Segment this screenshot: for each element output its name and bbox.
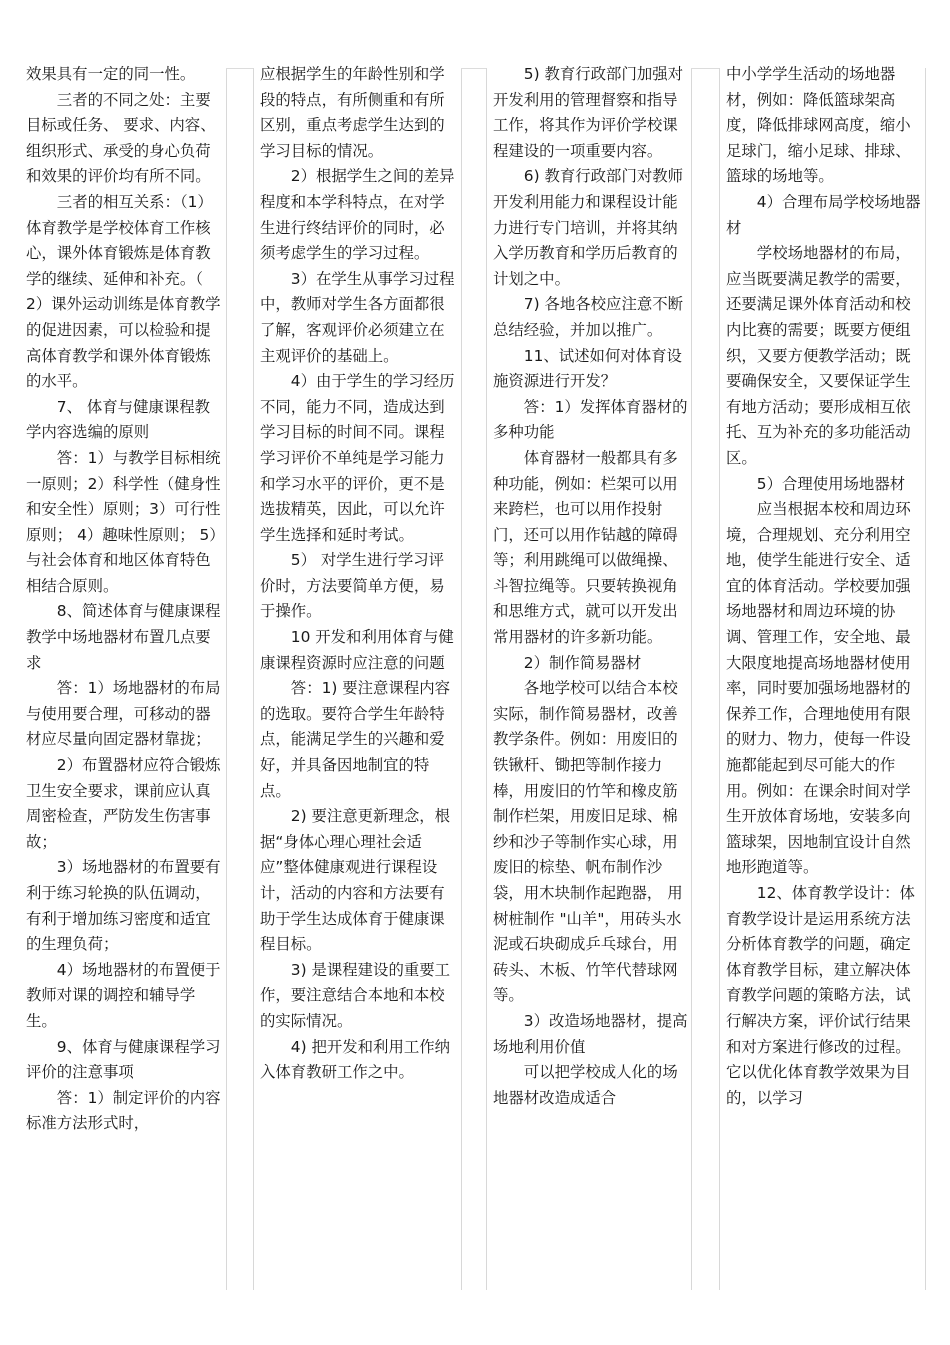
paragraph: 9、体育与健康课程学习评价的注意事项 xyxy=(26,1037,221,1082)
paragraph: 2）根据学生之间的差异程度和本学科特点，在对学生进行终结评价的同时，必须考虑学生的学习过程。 xyxy=(260,167,455,263)
paragraph: 体育器材一般都具有多种功能，例如：栏架可以用来跨栏，也可以用作投射门，还可以用作钻越的障碍等；利用跳绳可以做绳操、斗智拉绳等。只要转换视角和思维方式，就可以开发出常用器材的许多新功能。 xyxy=(493,448,678,647)
paragraph: 学校场地器材的布局，应当既要满足教学的需要，还要满足课外体育活动和校内比赛的需要；既要方便组织，又要方便教学活动；既要确保安全，又要保证学生有地方活动；要形成相互依托、互为补充的多功能活动区。 xyxy=(726,244,911,467)
paragraph: 7、 体育与健康课程教学内容选编的原则 xyxy=(26,397,210,442)
paragraph: 4）合理布局学校场地器材 xyxy=(726,192,921,237)
paragraph: 10 开发和利用体育与健康课程资源时应注意的问题 xyxy=(260,628,454,672)
paragraph: 3）改造场地器材，提高场地利用价值 xyxy=(493,1011,688,1056)
paragraph: 三者的不同之处：主要目标或任务、 要求、内容、组织形式、承受的身心负荷和效果的评价均有所不同。 xyxy=(26,90,216,186)
paragraph: 3）场地器材的布置要有利于练习轮换的队伍调动，有利于增加练习密度和适宜的生理负荷； xyxy=(26,858,221,954)
paragraph: 12、体育教学设计：体育教学设计是运用系统方法分析体育教学的问题，确定体育教学目标，建立解决体育教学问题的策略方法，试行解决方案，评价试行结果和对方案进行修改的过程。它以优化体育教学效果为目的，以学习 xyxy=(726,884,915,1107)
paragraph: 应当根据本校和周边环境，合理规划、充分利用空地，使学生能进行安全、适宜的体育活动。学校要加强场地器材和周边环境的协调、管理工作，安全地、最大限度地提高场地器材使用率，同时要加强场地器材的保养工作，合理地使用有限的财力、物力，使每一件设施都能起到尽可能大的作用。例如：在课余时间对学生开放体育场地，安装多向篮球架，因地制宜设计自然地形跑道等。 xyxy=(726,500,911,877)
paragraph: 2）布置器材应符合锻炼卫生安全要求，课前应认真周密检查，严防发生伤害事故； xyxy=(26,756,221,851)
paragraph: 答：1）制定评价的内容标准方法形式时， xyxy=(26,1088,221,1133)
paragraph: 3）在学生从事学习过程中，教师对学生各方面都很了解，客观评价必须建立在主观评价的基础上。 xyxy=(260,269,455,365)
text-column-1 xyxy=(26,62,222,1290)
column-divider xyxy=(719,68,720,1290)
text-column-4 xyxy=(726,62,922,1290)
paragraph: 5） 对学生进行学习评价时，方法要简单方便，易于操作。 xyxy=(260,551,445,621)
paragraph: 5）合理使用场地器材 xyxy=(756,474,906,493)
paragraph: 3) 是课程建设的重要工作，要注意结合本地和本校的实际情况。 xyxy=(260,960,451,1030)
paragraph: 答：1）场地器材的布局与使用要合理，可移动的器材应尽量向固定器材靠拢； xyxy=(26,679,221,749)
paragraph: 可以把学校成人化的场地器材改造成适合 xyxy=(493,1063,678,1107)
paragraph: 6) 教育行政部门对教师开发利用能力和课程设计能力进行专门培训，并将其纳入学历教育和学历后教育的计划之中。 xyxy=(493,167,684,288)
paragraph: 三者的相互关系：（1）体育教学是学校体育工作核心，课外体育锻炼是体育教学的继续、延伸和补充。（ 2）课外运动训练是体育教学的促进因素，可以检验和提高体育教学和课外体育锻炼的水平。 xyxy=(26,192,221,391)
column-divider xyxy=(461,68,462,1290)
paragraph: 11、试述如何对体育设施资源进行开发？ xyxy=(493,346,682,391)
paragraph: 中小学学生活动的场地器材，例如：降低篮球架高度，降低排球网高度，缩小足球门，缩小足球、排球、篮球的场地等。 xyxy=(726,65,911,186)
paragraph: 2) 要注意更新理念，根据“身体心理心理社会适应”整体健康观进行课程设计，活动的内容和方法要有助于学生达成体育于健康课程目标。 xyxy=(260,807,451,954)
column-divider xyxy=(691,68,692,1290)
column-divider xyxy=(226,68,227,1290)
gutter-top-rule xyxy=(461,68,486,69)
paragraph: 8、简述体育与健康课程教学中场地器材布置几点要求 xyxy=(26,602,221,672)
paragraph: 5) 教育行政部门加强对开发利用的管理督察和指导工作，将其作为评价学校课程建设的一项重要内容。 xyxy=(493,65,684,160)
column-divider xyxy=(486,68,487,1290)
paragraph: 各地学校可以结合本校实际，制作简易器材，改善教学条件。例如：用废旧的铁锹杆、锄把等制作接力棒，用废旧的竹竿和橡皮筋制作栏架，用废旧足球、棉纱和沙子等制作实心球，用废旧的棕垫、帆布制作沙袋，用木块制作起跑器， 用树桩制作 "山羊"，用砖头水泥或石块砌成乒乓球台，用砖头、木板、竹竿代替球网等。 xyxy=(493,679,683,1005)
column-divider xyxy=(925,68,926,1290)
paragraph: 2）制作简易器材 xyxy=(523,653,642,672)
column-divider xyxy=(253,68,254,1290)
paragraph: 应根据学生的年龄性别和学段的特点，有所侧重和有所区别，重点考虑学生达到的学习目标的情况。 xyxy=(260,65,445,160)
gutter-top-rule xyxy=(226,68,253,69)
paragraph: 4）由于学生的学习经历不同，能力不同，造成达到学习目标的时间不同。课程学习评价不单纯是学习能力和学习水平的评价，更不是选拔精英，因此，可以允许学生选择和延时考试。 xyxy=(260,372,455,544)
paragraph: 效果具有一定的同一性。 xyxy=(26,65,196,83)
paragraph: 4）场地器材的布置便于教师对课的调控和辅导学生。 xyxy=(26,960,221,1030)
paragraph: 答：1）发挥体育器材的多种功能 xyxy=(493,397,688,442)
paragraph: 7) 各地各校应注意不断总结经验，并加以推广。 xyxy=(493,295,684,339)
paragraph: 答：1) 要注意课程内容的选取。要符合学生年龄特点，能满足学生的兴趣和爱好，并具备因地制宜的特点。 xyxy=(260,679,451,800)
text-column-2 xyxy=(260,62,456,1290)
text-column-3 xyxy=(493,62,689,1290)
gutter-top-rule xyxy=(691,68,719,69)
paragraph: 答：1）与教学目标相统一原则；2）科学性（健身性和安全性）原则；3）可行性原则； 4）趣味性原则； 5）与社会体育和地区体育特色相结合原则。 xyxy=(26,448,221,595)
paragraph: 4) 把开发和利用工作纳入体育教研工作之中。 xyxy=(260,1037,451,1082)
